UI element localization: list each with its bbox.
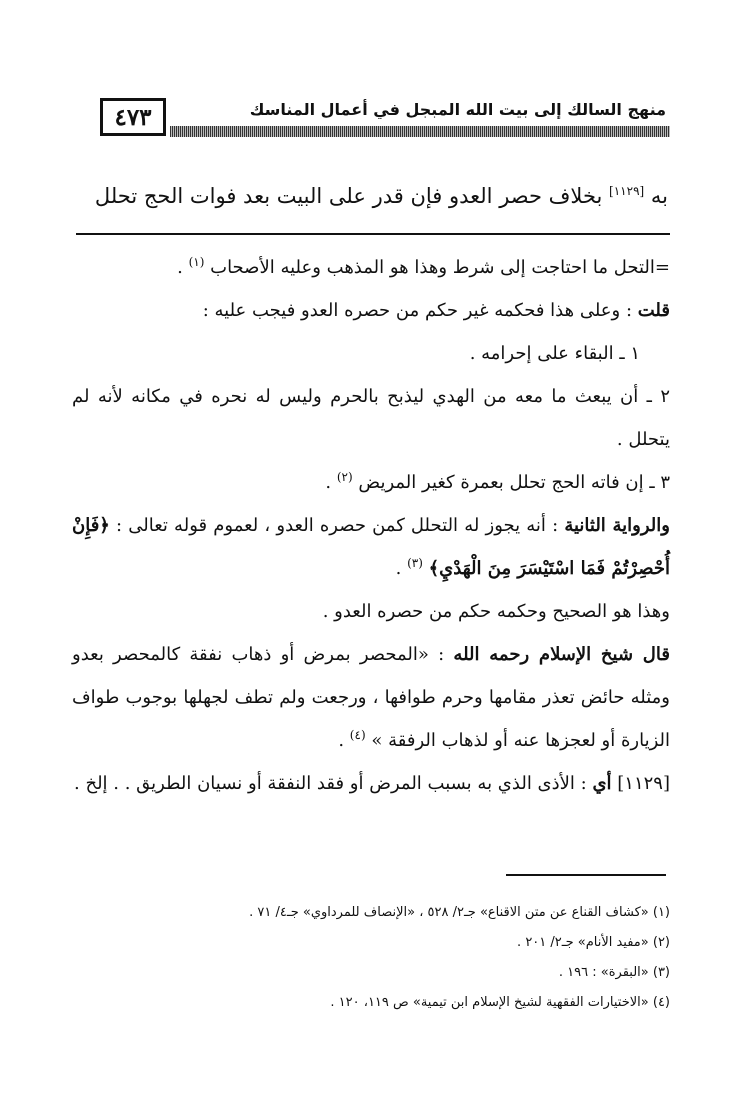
page-header	[82, 96, 670, 144]
footnote-3: (٣) «البقرة» : ١٩٦ .	[558, 965, 670, 980]
paragraph-5-end: .	[338, 730, 345, 751]
quran-verse: ﴿فَإِنْ أُحْصِرْتُمْ فَمَا اسْتَيْسَرَ مِنَ الْهَدْيِ﴾	[72, 515, 670, 579]
paragraph-3-text: : أنه يجوز له التحلل كمن حصره العدو ، لعموم قوله تعالى :	[116, 515, 559, 536]
paragraph-3-end: .	[395, 558, 402, 579]
paragraph-1	[72, 246, 670, 289]
header-decorative-rule	[170, 126, 670, 137]
paragraph-5-lead: قال شيخ الإسلام رحمه الله	[453, 644, 670, 665]
footnote-1: (١) «كشاف القناع عن متن الاقناع» جـ٢/ ٥٢٨ ، «الإنصاف للمرداوي» جـ٤/ ٧١ .	[249, 905, 670, 920]
continuation-rule	[76, 233, 670, 235]
continuation-text-a: به	[650, 184, 668, 208]
continuation-line	[78, 184, 668, 208]
paragraph-2	[72, 289, 670, 332]
paragraph-6-text: : الأذى الذي به بسبب المرض أو فقد النفقة أو نسيان الطريق . . إلخ .	[74, 773, 587, 794]
paragraph-6-lead: أي	[592, 773, 612, 794]
paragraph-3	[72, 504, 670, 590]
footnotes	[72, 898, 670, 1018]
paragraph-5	[72, 633, 670, 762]
paragraph-5-text: : «المحصر بمرض أو ذهاب نفقة كالمحصر بعدو ومثله حائض تعذر مقامها وحرم طوافها ، ورجعت ولم تطف لجهلها بوجوب طواف الزيارة أو لعجزها عنه أو لذهاب الرفقة »	[72, 644, 670, 751]
list-item-1: ١ ـ البقاء على إحرامه .	[469, 343, 640, 364]
list-item-3	[72, 461, 670, 504]
commentary-ref: [١١٢٩]	[609, 184, 645, 198]
paragraph-3-lead: والرواية الثانية	[564, 515, 670, 536]
list-item-2: ٢ ـ أن يبعث ما معه من الهدي ليذبح بالحرم وليس له نحره في مكانه لأنه لم يتحلل .	[72, 386, 670, 450]
running-title: منهج السالك إلى بيت الله المبجل في أعمال المناسك	[249, 100, 666, 119]
commentary-ref-marker: [١١٢٩]	[617, 773, 670, 794]
main-body	[72, 240, 670, 805]
footnote-separator	[506, 874, 666, 876]
page-number-box: ٤٧٣	[100, 98, 166, 136]
footnote-ref-2: (٢)	[336, 470, 353, 484]
footnote-ref-1: (١)	[188, 255, 205, 269]
continuation-text-b: بخلاف حصر العدو فإن قدر على البيت بعد فوات الحج تحلل	[94, 184, 603, 208]
paragraph-2-text: : وعلى هذا فحكمه غير حكم من حصره العدو فيجب عليه :	[202, 300, 633, 321]
footnote-4: (٤) «الاختيارات الفقهية لشيخ الإسلام ابن تيمية» ص ١١٩، ١٢٠ .	[330, 995, 670, 1010]
paragraph-6	[72, 762, 670, 805]
list-item-3-text: ٣ ـ إن فاته الحج تحلل بعمرة كغير المريض	[358, 472, 670, 493]
paragraph-1-text: =التحل ما احتاجت إلى شرط وهذا هو المذهب وعليه الأصحاب	[210, 257, 670, 278]
footnote-ref-4: (٤)	[349, 728, 366, 742]
list-item-3-end: .	[325, 472, 332, 493]
footnote-2: (٢) «مفيد الأنام» جـ٢/ ٢٠١ .	[517, 935, 670, 950]
paragraph-4: وهذا هو الصحيح وحكمه حكم من حصره العدو .	[322, 601, 670, 622]
footnote-ref-3: (٣)	[407, 556, 423, 570]
paragraph-1-end: .	[177, 257, 183, 278]
paragraph-2-lead: قلت	[637, 300, 670, 321]
